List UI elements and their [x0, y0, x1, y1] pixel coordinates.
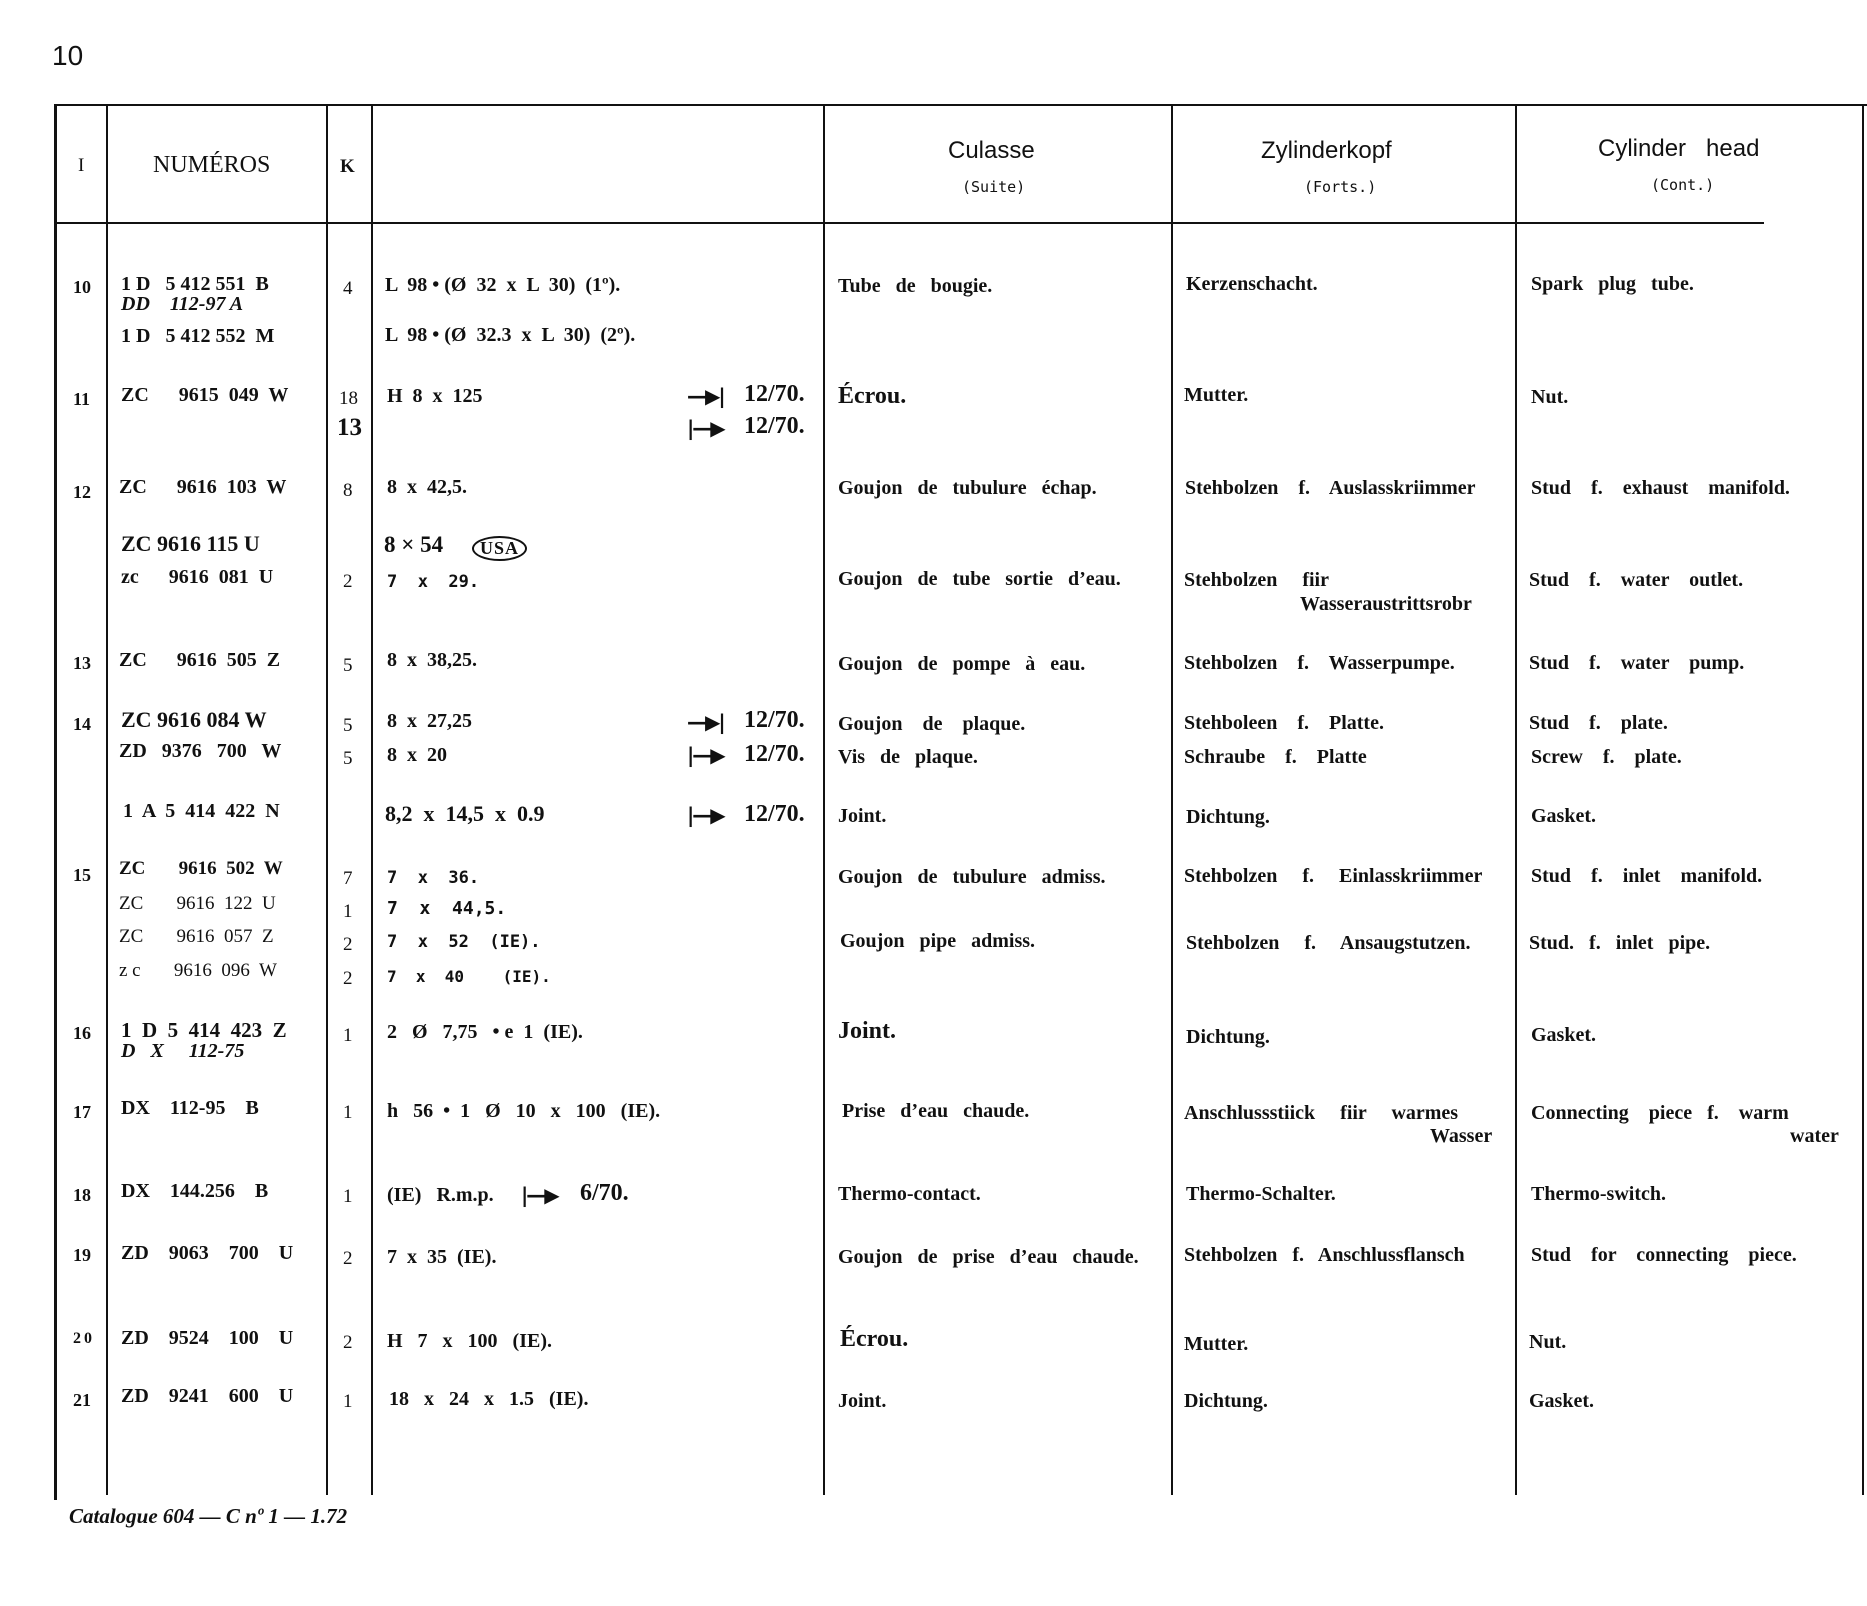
stop-arrow-icon: —▶| [687, 710, 724, 734]
desc-de: Mutter. [1184, 1333, 1249, 1355]
desc-de-cont: Wasseraustrittsrobr [1300, 593, 1472, 615]
part-number: ZC 9616 057 Z [119, 926, 274, 947]
stop-arrow-icon: —▶| [687, 384, 724, 408]
desc-en: Gasket. [1531, 1024, 1596, 1046]
part-number: 1 D 5 414 423 Z [121, 1018, 287, 1042]
row-index: 13 [73, 653, 91, 673]
dimension: 8 × 54 [384, 532, 444, 557]
dimension: 7 x 36. [387, 868, 480, 888]
desc-de: Dichtung. [1186, 806, 1270, 828]
dimension: 7 x 35 (IE). [387, 1246, 497, 1268]
desc-de: Kerzenschacht. [1186, 273, 1318, 295]
part-number-alt: DD 112-97 A [121, 293, 244, 315]
desc-de: Stehbolzen f. Anschlussflansch [1184, 1244, 1465, 1266]
start-arrow-icon: |—▶ [687, 743, 724, 767]
part-number: ZC 9616 505 Z [119, 649, 281, 671]
desc-fr: Goujon de tubulure échap. [838, 477, 1097, 499]
desc-en: Stud f. water outlet. [1529, 569, 1744, 591]
header-en-title: Cylinder head [1598, 135, 1760, 162]
part-number: 1 D 5 412 551 B [121, 273, 269, 295]
desc-de: Dichtung. [1184, 1390, 1268, 1412]
part-number: ZC 9616 115 U [121, 531, 260, 556]
row-index: 21 [73, 1390, 91, 1410]
dimension: 2 Ø 7,75 • e 1 (IE). [387, 1021, 583, 1043]
header-de-sub: (Forts.) [1304, 178, 1377, 196]
dimension: 18 x 24 x 1.5 (IE). [389, 1388, 589, 1410]
date: 12/70. [744, 707, 805, 733]
desc-de: Stehboleen f. Platte. [1184, 712, 1384, 734]
header-numeros: NUMÉROS [153, 152, 271, 178]
dimension: 7 x 40 (IE). [387, 967, 551, 986]
start-arrow-icon: |—▶ [687, 803, 724, 827]
col-rule-left [54, 105, 57, 1500]
col-rule-right [1862, 105, 1864, 1495]
qty: 18 [339, 388, 358, 409]
part-number: 1 D 5 412 552 M [121, 325, 275, 347]
desc-fr: Joint. [838, 1390, 887, 1412]
qty: 1 [343, 1102, 353, 1123]
part-number: ZC 9616 122 U [119, 893, 276, 914]
start-arrow-icon: |—▶ [687, 416, 724, 440]
desc-de: Schraube f. Platte [1184, 746, 1367, 768]
desc-de: Dichtung. [1186, 1026, 1270, 1048]
part-number-alt: D X 112-75 [121, 1040, 245, 1062]
col-rule-fr [1171, 105, 1173, 1495]
qty: 2 [343, 968, 353, 989]
qty: 1 [343, 1186, 353, 1207]
dimension: 8 x 20 [387, 744, 447, 766]
usa-badge: USA [472, 536, 527, 561]
dimension: 7 x 52 (IE). [387, 932, 541, 952]
desc-en: Spark plug tube. [1531, 273, 1694, 295]
dimension: 8 x 27,25 [387, 710, 472, 732]
dimension: 7 x 29. [387, 572, 480, 592]
dimension: L 98 • (Ø 32.3 x L 30) (2º). [385, 324, 636, 346]
desc-fr: Prise d’eau chaude. [842, 1100, 1030, 1122]
qty: 2 [343, 571, 353, 592]
desc-en: Stud f. water pump. [1529, 652, 1745, 674]
desc-en: Stud f. exhaust manifold. [1531, 477, 1790, 499]
header-de-title: Zylinderkopf [1261, 137, 1392, 164]
qty: 5 [343, 715, 353, 736]
desc-fr: Goujon pipe admiss. [840, 930, 1036, 952]
col-rule-dim [823, 105, 825, 1495]
part-number: ZC 9615 049 W [121, 384, 289, 406]
row-index: 10 [73, 277, 91, 297]
qty: 2 [343, 1332, 353, 1353]
desc-de: Stehbolzen f. Auslasskriimmer [1185, 477, 1476, 499]
desc-de-cont: Wasser [1430, 1125, 1493, 1147]
date: 12/70. [744, 801, 805, 827]
part-number: ZD 9241 600 U [121, 1385, 294, 1407]
page-number: 10 [52, 40, 84, 71]
desc-fr: Goujon de prise d’eau chaude. [838, 1246, 1139, 1268]
dimension: (IE) R.m.p. [387, 1184, 494, 1206]
desc-fr: Joint. [838, 805, 887, 827]
desc-fr: Goujon de plaque. [838, 713, 1026, 735]
row-index: 19 [73, 1245, 91, 1265]
col-rule-num [326, 105, 328, 1495]
qty: 2 [343, 1248, 353, 1269]
header-k: K [340, 156, 355, 177]
desc-fr: Tube de bougie. [838, 275, 993, 297]
header-fr-title: Culasse [948, 137, 1035, 164]
desc-en: Stud f. inlet manifold. [1531, 865, 1763, 887]
qty: 4 [343, 278, 353, 299]
qty: 1 [343, 1391, 353, 1412]
qty: 2 [343, 934, 353, 955]
part-number: zc 9616 081 U [121, 566, 274, 588]
dimension: L 98 • (Ø 32 x L 30) (1º). [385, 274, 621, 296]
part-number: ZC 9616 103 W [119, 476, 287, 498]
dimension: 8 x 42,5. [387, 476, 467, 498]
qty: 8 [343, 480, 353, 501]
date: 12/70. [744, 381, 805, 407]
part-number: 1 A 5 414 422 N [123, 800, 280, 822]
desc-en: Connecting piece f. warm [1531, 1102, 1789, 1124]
qty: 5 [343, 655, 353, 676]
row-index: 11 [73, 389, 91, 409]
dimension: 8,2 x 14,5 x 0.9 [385, 801, 545, 826]
part-number: z c 9616 096 W [119, 960, 277, 981]
dimension: 7 x 44,5. [387, 898, 507, 919]
col-rule-i [106, 105, 108, 1495]
header-fr-sub: (Suite) [962, 178, 1026, 196]
desc-fr: Thermo-contact. [838, 1183, 981, 1205]
desc-fr: Écrou. [838, 383, 907, 409]
header-bottom-rule [54, 222, 1764, 224]
desc-de: Thermo-Schalter. [1186, 1183, 1336, 1205]
date: 12/70. [744, 741, 805, 767]
desc-fr: Joint. [838, 1018, 897, 1044]
row-index: 15 [73, 865, 91, 885]
desc-en-cont: water [1790, 1125, 1839, 1147]
desc-de: Stehbolzen f. Ansaugstutzen. [1186, 932, 1471, 954]
dimension: h 56 • 1 Ø 10 x 100 (IE). [387, 1100, 661, 1122]
row-index: 12 [73, 482, 91, 502]
catalogue-footer: Catalogue 604 — C nº 1 — 1.72 [69, 1504, 348, 1528]
desc-de: Stehbolzen f. Wasserpumpe. [1184, 652, 1455, 674]
desc-en: Gasket. [1531, 805, 1596, 827]
qty: 13 [337, 414, 362, 441]
date: 12/70. [744, 413, 805, 439]
qty: 1 [343, 901, 353, 922]
desc-de: Anschlussstiick fiir warmes [1184, 1102, 1459, 1124]
desc-fr: Goujon de tubulure admiss. [838, 866, 1106, 888]
qty: 7 [343, 868, 353, 889]
part-number: DX 144.256 B [121, 1180, 269, 1202]
desc-fr: Vis de plaque. [838, 746, 978, 768]
desc-de: Mutter. [1184, 384, 1249, 406]
col-rule-de [1515, 105, 1517, 1495]
row-index: 16 [73, 1023, 91, 1043]
part-number: ZC 9616 502 W [119, 858, 283, 879]
dimension: H 8 x 125 [387, 385, 483, 407]
row-index: 14 [73, 714, 91, 734]
part-number: ZD 9376 700 W [119, 740, 282, 762]
dimension: 8 x 38,25. [387, 649, 477, 671]
part-number: ZD 9063 700 U [121, 1242, 294, 1264]
header-i: I [78, 155, 85, 176]
desc-fr: Goujon de tube sortie d’eau. [838, 568, 1121, 590]
row-index: 18 [73, 1185, 91, 1205]
desc-en: Stud for connecting piece. [1531, 1244, 1797, 1266]
desc-de: Stehbolzen f. Einlasskriimmer [1184, 865, 1483, 887]
dimension: H 7 x 100 (IE). [387, 1330, 552, 1352]
desc-fr: Écrou. [840, 1326, 909, 1352]
date: 6/70. [580, 1180, 629, 1206]
start-arrow-icon: |—▶ [521, 1183, 558, 1207]
desc-en: Stud f. plate. [1529, 712, 1668, 734]
desc-fr: Goujon de pompe à eau. [838, 653, 1086, 675]
part-number: DX 112-95 B [121, 1097, 259, 1119]
desc-en: Nut. [1531, 386, 1569, 408]
row-index: 17 [73, 1102, 91, 1122]
desc-en: Screw f. plate. [1531, 746, 1682, 768]
part-number: ZD 9524 100 U [121, 1327, 294, 1349]
row-index: 20 [73, 1330, 95, 1347]
qty: 1 [343, 1025, 353, 1046]
desc-en: Nut. [1529, 1331, 1567, 1353]
desc-en: Thermo-switch. [1531, 1183, 1666, 1205]
desc-en: Gasket. [1529, 1390, 1594, 1412]
desc-en: Stud. f. inlet pipe. [1529, 932, 1711, 954]
part-number: ZC 9616 084 W [121, 707, 267, 732]
col-rule-k [371, 105, 373, 1495]
header-en-sub: (Cont.) [1651, 176, 1715, 194]
desc-de: Stehbolzen fiir [1184, 569, 1329, 591]
qty: 5 [343, 748, 353, 769]
